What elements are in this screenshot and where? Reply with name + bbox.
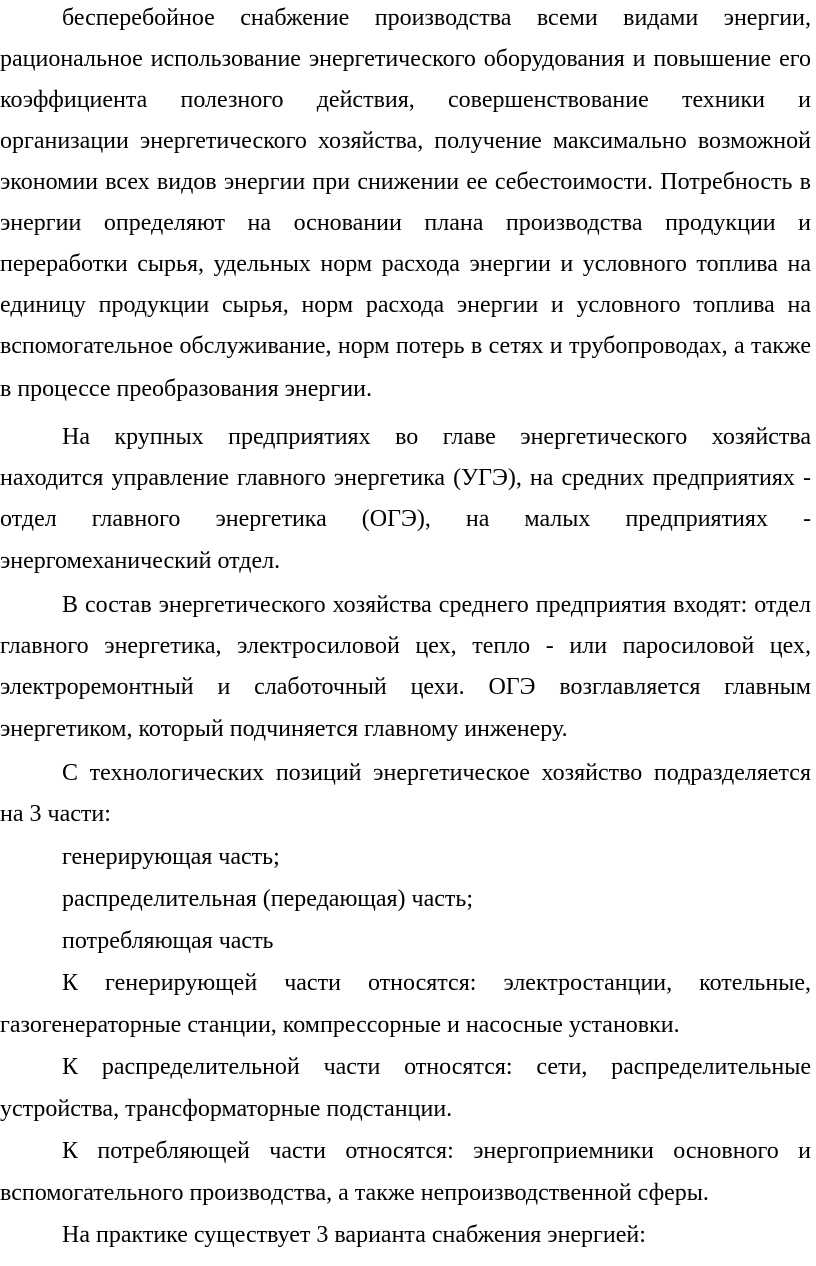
text-line: в процессе преобразования энергии. (0, 376, 372, 402)
text-line: единицу продукции сырья, норм расхода энергии и условного топлива на (0, 292, 811, 318)
text-line: бесперебойное снабжение производства всеми видами энергии, (62, 5, 811, 31)
text-line: на 3 части: (0, 801, 111, 827)
text-line: С технологических позиций энергетическое хозяйство подразделяется (62, 760, 811, 786)
text-line: К распределительной части относятся: сети, распределительные (62, 1054, 811, 1080)
text-line: переработки сырья, удельных норм расхода энергии и условного топлива на (0, 251, 811, 277)
text-line: К генерирующей части относятся: электростанции, котельные, (62, 970, 811, 996)
list-item: потребляющая часть (62, 928, 274, 954)
text-line: вспомогательное обслуживание, норм потерь в сетях и трубопроводах, а также (0, 333, 811, 359)
text-line: энергомеханический отдел. (0, 548, 281, 574)
text-line: находится управление главного энергетика (УГЭ), на средних предприятиях - (0, 465, 811, 491)
text-line: К потребляющей части относятся: энергоприемники основного и (62, 1138, 811, 1164)
text-line: отдел главного энергетика (ОГЭ), на малых предприятиях - (0, 506, 811, 532)
text-line: устройства, трансформаторные подстанции. (0, 1096, 453, 1122)
text-line: коэффициента полезного действия, совершенствование техники и (0, 87, 811, 113)
text-line: энергетиком, который подчиняется главному инженеру. (0, 716, 568, 742)
list-item: генерирующая часть; (62, 844, 280, 870)
text-line: На практике существует 3 варианта снабжения энергией: (62, 1222, 646, 1248)
text-line: электроремонтный и слаботочный цехи. ОГЭ возглавляется главным (0, 674, 811, 700)
list-item: распределительная (передающая) часть; (62, 886, 474, 912)
text-line: энергии определяют на основании плана производства продукции и (0, 210, 811, 236)
text-line: вспомогательного производства, а также непроизводственной сферы. (0, 1180, 709, 1206)
text-line: рациональное использование энергетического оборудования и повышение его (0, 46, 811, 72)
text-line: На крупных предприятиях во главе энергетического хозяйства (62, 424, 811, 450)
text-line: организации энергетического хозяйства, получение максимально возможной (0, 128, 811, 154)
text-line: В состав энергетического хозяйства среднего предприятия входят: отдел (62, 592, 811, 618)
text-line: главного энергетика, электросиловой цех, тепло - или паросиловой цех, (0, 633, 811, 659)
text-line: газогенераторные станции, компрессорные и насосные установки. (0, 1012, 680, 1038)
text-line: экономии всех видов энергии при снижении ее себестоимости. Потребность в (0, 169, 811, 195)
